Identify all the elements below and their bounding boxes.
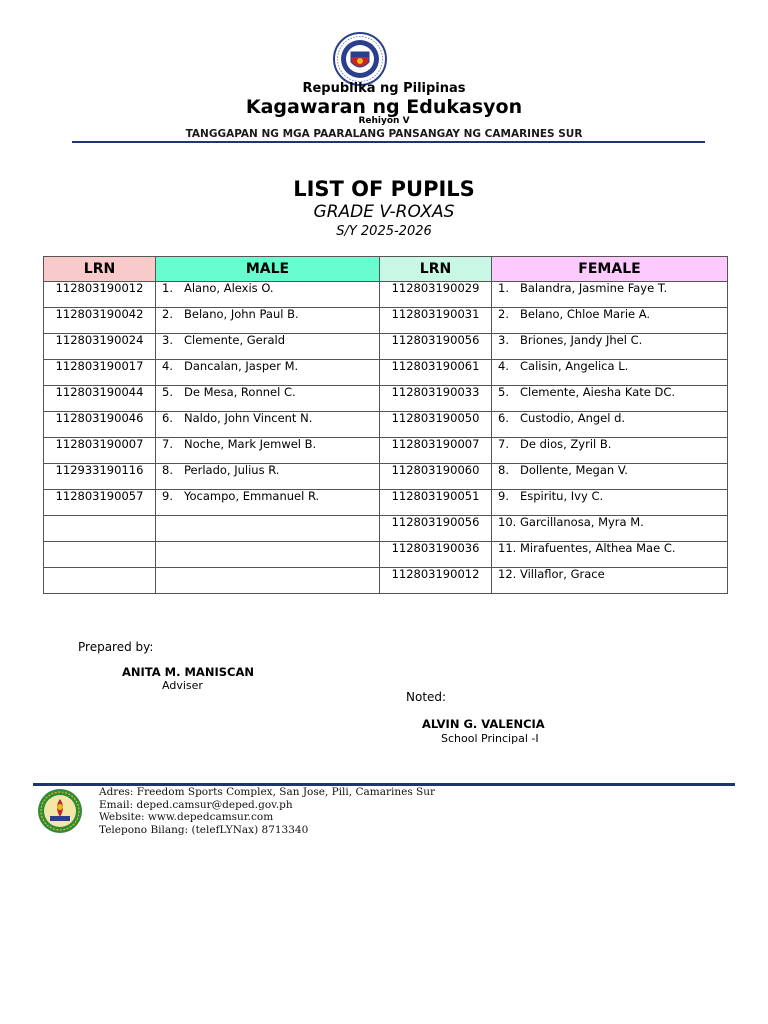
male-name-cell [156,334,380,360]
table-body [44,282,728,594]
principal-name: ALVIN G. VALENCIA [422,717,545,731]
female-name: Briones, Jandy Jhel C. [520,333,643,347]
adviser-name: ANITA M. MANISCAN [122,665,254,679]
female-name-cell [492,308,728,334]
female-lrn-cell: 112803190056 [380,516,492,542]
footer-phone: Telepono Bilang: (telefLYNax) 8713340 [99,823,309,836]
female-number: 10. [498,515,517,529]
male-number: 1. [162,281,173,295]
male-name: Belano, John Paul B. [184,307,299,321]
office-heading: TANGGAPAN NG MGA PAARALANG PANSANGAY NG CAMARINES SUR [185,128,583,140]
male-name: Alano, Alexis O. [184,281,274,295]
female-lrn-cell: 112803190061 [380,360,492,386]
female-number: 4. [498,359,509,373]
female-name-cell [492,490,728,516]
male-lrn-cell [44,568,156,594]
female-name-cell [492,282,728,308]
male-lrn-cell [44,516,156,542]
female-lrn-cell: 112803190029 [380,282,492,308]
male-name: De Mesa, Ronnel C. [184,385,296,399]
female-name: Espiritu, Ivy C. [520,489,604,503]
table-row [44,438,728,464]
table-row [44,490,728,516]
male-number: 4. [162,359,173,373]
grade-section: GRADE V-ROXAS [313,202,455,222]
female-name: Mirafuentes, Althea Mae C. [520,541,676,555]
female-name: Dollente, Megan V. [520,463,628,477]
female-name-cell [492,542,728,568]
republic-heading: Republika ng Pilipinas [302,81,466,96]
female-name: Balandra, Jasmine Faye T. [520,281,668,295]
female-name-cell [492,464,728,490]
document-title: LIST OF PUPILS [293,177,475,201]
table-row [44,386,728,412]
female-number: 2. [498,307,509,321]
male-lrn-cell: 112933190116 [44,464,156,490]
female-lrn-cell: 112803190056 [380,334,492,360]
female-lrn-cell: 112803190050 [380,412,492,438]
female-number: 9. [498,489,509,503]
female-lrn-cell: 112803190033 [380,386,492,412]
female-name: Belano, Chloe Marie A. [520,307,651,321]
table-row [44,464,728,490]
female-number: 7. [498,437,509,451]
table-row [44,542,728,568]
table-row [44,282,728,308]
male-name: Yocampo, Emmanuel R. [184,489,320,503]
male-name-cell [156,568,380,594]
male-name-cell [156,516,380,542]
male-lrn-cell [44,542,156,568]
principal-role: School Principal -I [441,732,539,745]
female-lrn-cell: 112803190007 [380,438,492,464]
male-name-cell [156,308,380,334]
female-name-cell [492,334,728,360]
female-number: 11. [498,541,517,555]
column-header-male: MALE [156,257,380,282]
female-lrn-cell: 112803190012 [380,568,492,594]
female-lrn-cell: 112803190036 [380,542,492,568]
male-number: 9. [162,489,173,503]
female-name-cell [492,438,728,464]
male-lrn-cell: 112803190046 [44,412,156,438]
male-name: Naldo, John Vincent N. [184,411,313,425]
deped-seal-icon [327,32,393,86]
school-year: S/Y 2025-2026 [336,224,432,239]
male-lrn-cell: 112803190057 [44,490,156,516]
pupils-table [43,256,728,594]
header-divider [72,141,705,143]
male-lrn-cell: 112803190042 [44,308,156,334]
male-lrn-cell: 112803190024 [44,334,156,360]
male-name: Perlado, Julius R. [184,463,280,477]
male-name: Noche, Mark Jemwel B. [184,437,317,451]
male-name: Dancalan, Jasper M. [184,359,299,373]
table-row [44,360,728,386]
division-seal-icon [30,787,90,835]
column-header-male-lrn: LRN [44,257,156,282]
male-name-cell [156,490,380,516]
table-row [44,334,728,360]
male-name-cell [156,412,380,438]
female-name: Custodio, Angel d. [520,411,626,425]
male-name-cell [156,438,380,464]
noted-label: Noted: [406,690,447,704]
table-row [44,568,728,594]
footer-website: Website: www.depedcamsur.com [99,811,274,823]
female-number: 6. [498,411,509,425]
male-lrn-cell: 112803190012 [44,282,156,308]
female-number: 8. [498,463,509,477]
female-name-cell [492,516,728,542]
adviser-role: Adviser [162,679,203,692]
male-lrn-cell: 112803190017 [44,360,156,386]
female-number: 3. [498,333,509,347]
male-number: 5. [162,385,173,399]
table-row [44,412,728,438]
male-number: 6. [162,411,173,425]
female-name-cell [492,386,728,412]
table-row [44,516,728,542]
male-name-cell [156,464,380,490]
male-lrn-cell: 112803190044 [44,386,156,412]
female-lrn-cell: 112803190051 [380,490,492,516]
female-name-cell [492,360,728,386]
table-header-row [44,257,728,282]
female-name: Calisin, Angelica L. [520,359,629,373]
female-number: 1. [498,281,509,295]
male-lrn-cell: 112803190007 [44,438,156,464]
table-row [44,308,728,334]
female-lrn-cell: 112803190060 [380,464,492,490]
female-name: De dios, Zyril B. [520,437,612,451]
female-number: 5. [498,385,509,399]
male-name-cell [156,282,380,308]
male-number: 8. [162,463,173,477]
female-name: Clemente, Aiesha Kate DC. [520,385,676,399]
footer-email: Email: deped.camsur@deped.gov.ph [99,798,293,811]
female-name-cell [492,568,728,594]
male-number: 7. [162,437,173,451]
footer-contact [99,786,435,836]
female-name: Garcillanosa, Myra M. [520,515,644,529]
region-heading: Rehiyon V [358,116,410,126]
footer-address: Adres: Freedom Sports Complex, San Jose, Pili, Camarines Sur [99,786,436,798]
prepared-by-label: Prepared by: [78,640,154,654]
male-name-cell [156,386,380,412]
female-lrn-cell: 112803190031 [380,308,492,334]
male-name-cell [156,360,380,386]
female-number: 12. [498,567,517,581]
female-name: Villaflor, Grace [520,567,605,581]
column-header-female-lrn: LRN [380,257,492,282]
male-name: Clemente, Gerald [184,333,286,347]
department-heading: Kagawaran ng Edukasyon [245,96,523,118]
column-header-female: FEMALE [492,257,728,282]
female-name-cell [492,412,728,438]
male-number: 2. [162,307,173,321]
male-name-cell [156,542,380,568]
male-number: 3. [162,333,173,347]
